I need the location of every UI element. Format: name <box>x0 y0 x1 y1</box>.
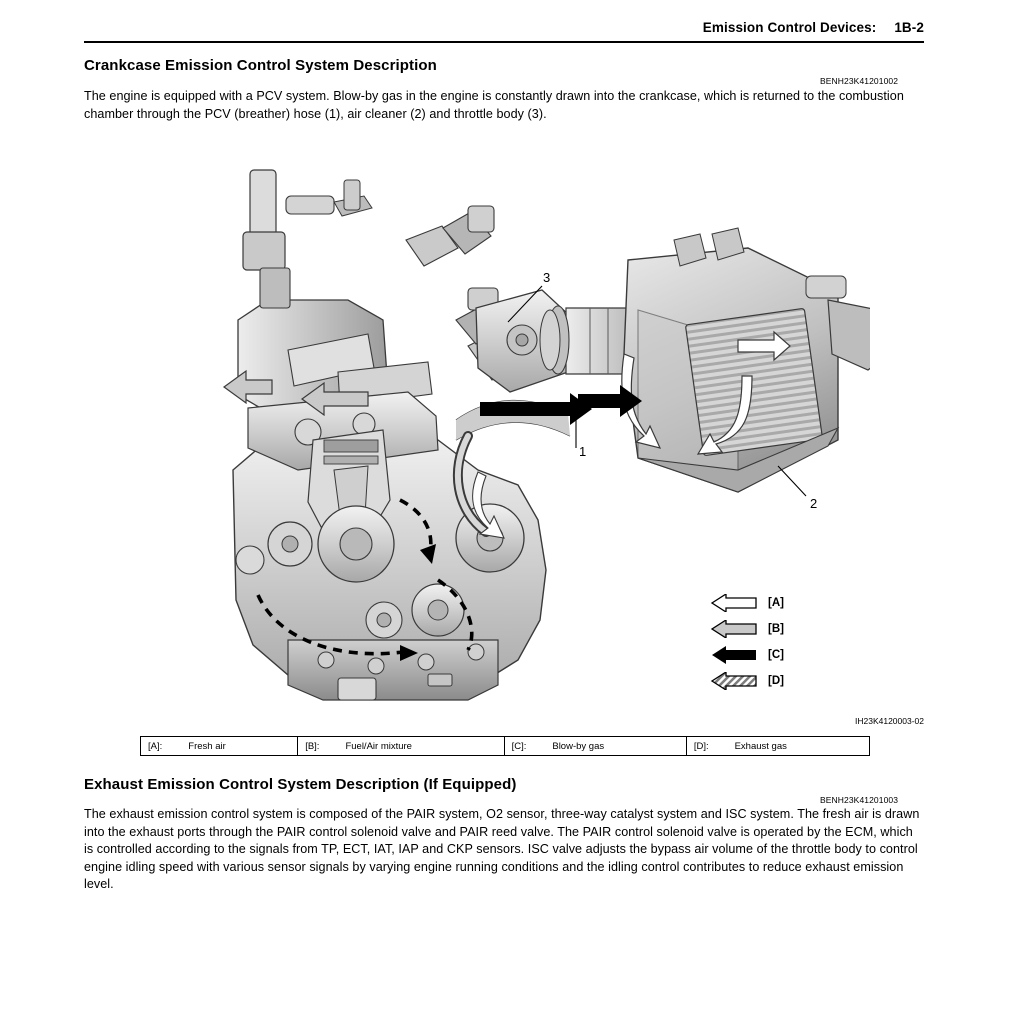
air-cleaner-box-graphic <box>622 228 870 492</box>
arrow-legend-row-d <box>710 668 840 694</box>
figure-legend-table <box>140 736 870 756</box>
legend-tag-c: [C]: <box>511 740 527 752</box>
section-1-doc-id: BENH23K41201002 <box>820 76 899 86</box>
table-row <box>141 737 870 756</box>
legend-cell-c <box>504 737 686 756</box>
arrow-legend-row-b <box>710 616 840 642</box>
figure-arrow-legend <box>710 590 840 694</box>
legend-cell-d <box>686 737 869 756</box>
engine-assembly-graphic <box>233 170 546 700</box>
section-1-body: The engine is equipped with a PCV system. Blow-by gas in the engine is constantly drawn into the crankcase, which is returned to the combustion chamber through the PCV (breather) hose (1), air cleaner (2) and throttle body (3). <box>84 89 904 121</box>
callout-3: 3 <box>543 270 551 285</box>
arrow-outline-gray-icon <box>710 620 758 638</box>
legend-text-a: Fresh air <box>188 740 226 752</box>
legend-tag-b: [B]: <box>305 740 320 752</box>
legend-cell-a <box>141 737 298 756</box>
arrow-legend-tag-a: [A] <box>768 597 784 609</box>
arrow-solid-black-icon <box>710 646 758 664</box>
arrow-legend-tag-c: [C] <box>768 649 784 661</box>
header-title: Emission Control Devices: <box>702 20 877 35</box>
callout-1: 1 <box>579 444 587 459</box>
legend-text-c: Blow-by gas <box>552 740 605 752</box>
arrow-legend-row-a <box>710 590 840 616</box>
arrow-legend-tag-d: [D] <box>768 675 784 687</box>
callout-2: 2 <box>810 496 818 511</box>
arrow-hatched-icon <box>710 672 758 690</box>
section-2-doc-id: BENH23K41201003 <box>820 795 899 805</box>
legend-cell-b <box>298 737 504 756</box>
header-section-number: 1B-2 <box>894 20 924 35</box>
crankcase-emission-diagram <box>138 140 870 715</box>
header-divider <box>84 41 924 43</box>
legend-tag-a: [A]: <box>148 740 163 752</box>
arrow-outline-white-icon <box>710 594 758 612</box>
section-2-body: The exhaust emission control system is composed of the PAIR system, O2 sensor, three-way catalyst system and ISC system. The fresh air is drawn into the exhaust ports through the PAIR control solenoid valve and PAIR reed valve. The PAIR control solenoid valve is operated by the ECM, which is controlled according to the signals from TP, ECT, IAT, IAP and CKP sensors. ISC valve adjusts the bypass air volume of the throttle body to control engine idling speed with various sensor signals by varying engine running conditions and the idling control contributes to reduce exhaust emission level. <box>84 807 920 892</box>
legend-text-b: Fuel/Air mixture <box>345 740 412 752</box>
legend-tag-d: [D]: <box>693 740 709 752</box>
legend-text-d: Exhaust gas <box>734 740 787 752</box>
page-header <box>84 20 924 35</box>
figure-id: IH23K4120003-02 <box>854 716 924 726</box>
arrow-legend-row-c <box>710 642 840 668</box>
section-2-heading: Exhaust Emission Control System Description (If Equipped) <box>84 776 517 793</box>
section-1-heading: Crankcase Emission Control System Description <box>84 57 437 74</box>
arrow-legend-tag-b: [B] <box>768 623 784 635</box>
